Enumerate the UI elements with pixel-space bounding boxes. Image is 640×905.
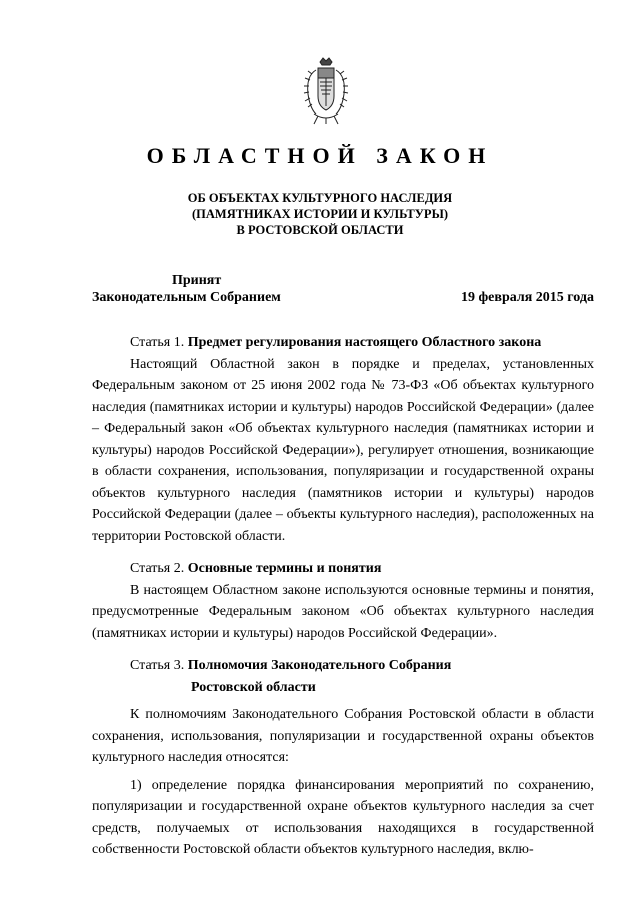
paragraph: В настоящем Областном законе используются основные термины и понятия, предусмотренные Федеральным законом «Об объектах культурного наследия (памятниках истории и культуры) народов Российской Федерации». xyxy=(92,582,594,641)
adopted-label: Принят xyxy=(172,273,222,288)
article-title: Основные термины и понятия xyxy=(187,561,382,576)
coat-of-arms-icon xyxy=(298,56,354,126)
document-title: ОБЛАСТНОЙ ЗАКОН xyxy=(146,143,494,168)
article-label: Статья 1. xyxy=(130,335,185,350)
document-body xyxy=(92,332,594,861)
subtitle-line: В РОСТОВСКОЙ ОБЛАСТИ xyxy=(236,223,404,237)
paragraph: К полномочиям Законодательного Собрания Ростовской области в области сохранения, использования, популяризации и государственной охраны объектов культурного наследия относятся: xyxy=(92,707,594,765)
article-title: Полномочия Законодательного Собрания xyxy=(187,658,452,673)
paragraph: 1) определение порядка финансирования мероприятий по сохранению, популяризации и государственной охране объектов культурного наследия за счет средств, получаемых от использования находящихся в государственной собственности Ростовской области объектов культурного наследия, вклю- xyxy=(92,777,594,857)
law-subtitle xyxy=(0,190,640,238)
article-label: Статья 3. xyxy=(130,658,185,673)
article-label: Статья 2. xyxy=(130,561,185,576)
article-title: Предмет регулирования настоящего Областного закона xyxy=(187,335,542,350)
article-heading xyxy=(92,558,594,580)
paragraph: Настоящий Областной закон в порядке и пределах, установленных Федеральным законом от 25 июня 2002 года № 73-ФЗ «Об объектах культурного наследия (памятниках истории и культуры) народов Российской Федерации» (далее – Федеральный закон «Об объектах культурного наследия (памятниках истории и культуры) народов Российской Федерации»), регулирует отношения, возникающие в области сохранения, использования, популяризации и государственной охраны объектов культурного наследия (памятников истории и культуры) народов Российской Федерации (далее – объекты культурного наследия), расположенных на территории Ростовской области. xyxy=(92,356,594,544)
adoption-date: 19 февраля 2015 года xyxy=(461,290,594,305)
adopted-by: Законодательным Собранием xyxy=(92,290,281,305)
article-title-continued: Ростовской области xyxy=(191,679,316,695)
article-heading xyxy=(92,655,594,698)
article-heading xyxy=(92,332,594,354)
subtitle-line: (ПАМЯТНИКАХ ИСТОРИИ И КУЛЬТУРЫ) xyxy=(191,207,449,221)
subtitle-line: ОБ ОБЪЕКТАХ КУЛЬТУРНОГО НАСЛЕДИЯ xyxy=(187,191,453,205)
